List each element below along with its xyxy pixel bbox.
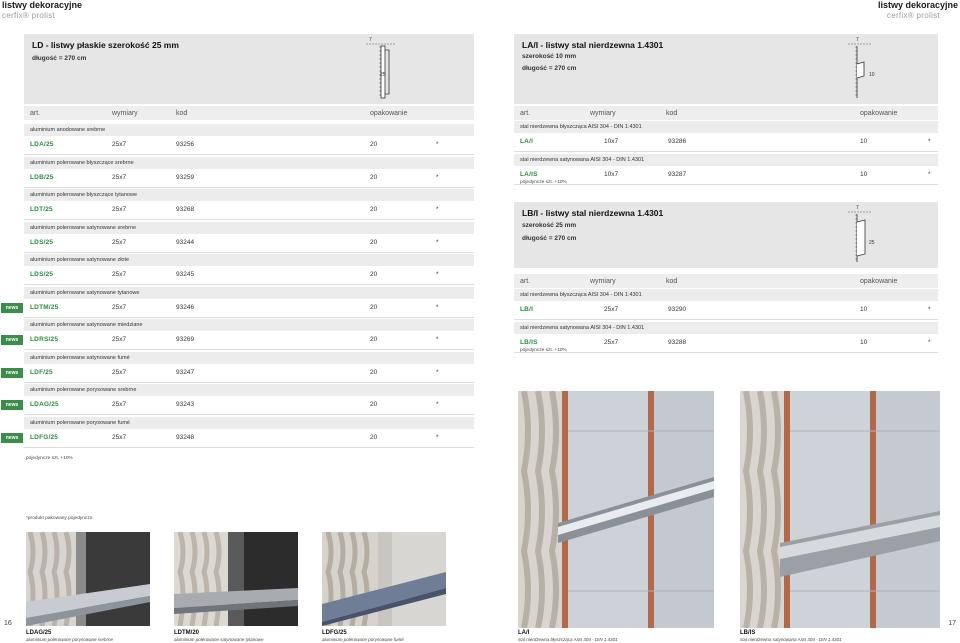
la-col-pack: opakowanie (860, 109, 898, 117)
table-row (24, 397, 474, 413)
packaging: 20 (370, 271, 378, 278)
la-header-title: LA/I - listwy stal nierdzewna 1.4301 (522, 40, 664, 50)
ld-table-header (24, 106, 474, 120)
product-code: 93290 (668, 306, 687, 313)
dimensions: 25x7 (604, 338, 619, 346)
article-code: LA/IS (520, 170, 538, 178)
row-divider (514, 184, 938, 185)
photo-ldtm-image (174, 532, 298, 626)
la-col-code: kod (666, 109, 678, 117)
lb-length: długość = 270 cm (522, 235, 577, 242)
group-label: stal nierdzewna satynowana AISI 304 - DIN 1.4301 (514, 322, 938, 334)
packaging: 10 (860, 170, 868, 178)
news-badge: news (1, 303, 23, 313)
dimensions: 25x7 (112, 271, 127, 278)
group-label: aluminium polerowane porysowane fumé (24, 417, 474, 429)
news-badge: news (1, 335, 23, 345)
product-code: 93243 (176, 401, 195, 408)
ld-dim-side: 25 (380, 72, 386, 78)
packaging: 10 (860, 138, 868, 145)
row-divider (514, 319, 938, 320)
page-number-right: 17 (948, 620, 956, 627)
ld-note: pojedyncze szt. +10% (26, 456, 73, 461)
ld-length: długość = 270 cm (32, 55, 87, 62)
table-row (24, 300, 474, 316)
article-code: LDF/25 (30, 368, 53, 376)
caption-desc-3: aluminium polerowane porysowane fumé (322, 637, 404, 642)
brand-subtitle-left: cerfix® prolist (2, 11, 56, 20)
photo-lbis-image (740, 391, 940, 628)
caption-code-3: LDFG/25 (322, 630, 347, 636)
packaging: 10 (860, 338, 868, 346)
article-code: LA/I (520, 138, 534, 145)
la-col-art: art. (520, 109, 531, 117)
table-row (514, 134, 938, 150)
news-badge: news (1, 433, 23, 443)
photo-ldfg (322, 532, 446, 626)
packaging: 20 (370, 141, 378, 148)
dimensions: 25x7 (112, 141, 127, 148)
lb-header-box (514, 202, 938, 268)
product-code: 93288 (668, 338, 687, 346)
single-pack-mark: * (436, 271, 439, 278)
product-code: 93269 (176, 336, 195, 343)
photo-lbis (740, 391, 940, 628)
product-code: 93286 (668, 138, 687, 145)
dimensions: 25x7 (112, 401, 127, 408)
dimensions: 25x7 (112, 433, 127, 441)
col-code: kod (176, 109, 188, 117)
lb-col-art: art. (520, 277, 531, 285)
single-pack-mark: * (436, 368, 439, 376)
la-note: pojedyncze szt. +10% (520, 180, 567, 185)
packaging: 20 (370, 303, 378, 311)
row-divider (24, 154, 474, 155)
table-row (24, 332, 474, 348)
packaging: 20 (370, 368, 378, 376)
table-row (24, 170, 474, 186)
lb-width: szerokość 25 mm (522, 222, 577, 229)
single-pack-mark: * (436, 303, 439, 311)
ld-footnote: *produkt pakowany pojedynczo (26, 516, 93, 521)
dimensions: 10x7 (604, 170, 619, 178)
ld-profile-diagram (362, 36, 422, 102)
table-row (24, 365, 474, 381)
group-label: aluminium polerowane satynowane fumé (24, 352, 474, 364)
la-width: szerokość 10 mm (522, 53, 577, 60)
product-code: 93256 (176, 141, 195, 148)
photo-ldtm (174, 532, 298, 626)
group-label: stal nierdzewna satynowana AISI 304 - DIN 1.4301 (514, 154, 938, 166)
row-divider (24, 252, 474, 253)
row-divider (24, 349, 474, 350)
photo-la (518, 391, 714, 628)
dimensions: 25x7 (112, 336, 127, 343)
lb-header-title: LB/I - listwy stal nierdzewna 1.4301 (522, 208, 664, 218)
dimensions: 25x7 (112, 173, 127, 181)
product-code: 93246 (176, 303, 195, 311)
table-row (514, 167, 938, 183)
table-row (24, 137, 474, 153)
group-label: aluminium polerowane błyszczące tytanowe (24, 189, 474, 201)
row-divider (514, 151, 938, 152)
group-label: aluminium polerowane satynowane tytanowe (24, 287, 474, 299)
la-profile-diagram (844, 36, 884, 102)
table-row (24, 202, 474, 218)
article-code: LB/I (520, 306, 534, 313)
group-label: aluminium polerowane satynowane złote (24, 254, 474, 266)
la-dim-top: 7 (856, 37, 859, 43)
photo-la-image (518, 391, 714, 628)
product-code: 93244 (176, 238, 195, 246)
group-label: stal nierdzewna błyszcząca AISI 304 - DIN 1.4301 (514, 289, 938, 301)
article-code: LDS/25 (30, 271, 54, 278)
article-code: LB/IS (520, 338, 538, 346)
caption-desc-1: aluminium polerowane porysowane srebrne (26, 637, 114, 642)
ld-dim-top: 7 (369, 37, 372, 43)
caption-code-2: LDTM/20 (174, 630, 200, 636)
dimensions: 25x7 (112, 303, 127, 311)
dimensions: 25x7 (112, 238, 127, 246)
group-label: aluminium polerowane satynowane srebrne (24, 222, 474, 234)
row-divider (24, 447, 474, 448)
col-art: art. (30, 109, 41, 117)
lb-table-header (514, 274, 938, 288)
table-row (514, 335, 938, 351)
lb-col-code: kod (666, 277, 678, 285)
table-row (24, 235, 474, 251)
caption-code-4: LA/I (518, 630, 530, 636)
article-code: LDB/25 (30, 173, 54, 181)
single-pack-mark: * (436, 433, 439, 441)
table-row (514, 302, 938, 318)
caption-code-1: LDAG/25 (26, 630, 52, 636)
lb-col-dims: wymiary (590, 277, 616, 285)
caption-desc-2: aluminium polerowane satynowane tytanowe (174, 637, 264, 642)
single-pack-mark: * (436, 336, 439, 343)
la-header-box (514, 34, 938, 104)
single-pack-mark: * (436, 206, 439, 213)
single-pack-mark: * (928, 138, 931, 145)
group-label: aluminium anodowane srebrne (24, 124, 474, 136)
dimensions: 25x7 (112, 206, 127, 213)
packaging: 20 (370, 238, 378, 246)
col-pack: opakowanie (370, 109, 408, 117)
dimensions: 25x7 (604, 306, 619, 313)
lb-col-pack: opakowanie (860, 277, 898, 285)
article-code: LDTM/25 (30, 303, 59, 311)
ld-header-box (24, 34, 474, 104)
brand-title-left: listwy dekoracyjne (2, 0, 83, 10)
single-pack-mark: * (436, 173, 439, 181)
news-badge: news (1, 368, 23, 378)
product-code: 93268 (176, 206, 195, 213)
brand-subtitle-right: cerfix® prolist (886, 11, 940, 20)
article-code: LDT/25 (30, 206, 53, 213)
single-pack-mark: * (928, 306, 931, 313)
caption-desc-5: stal nierdzewna satynowana AISI 304 - DIN 1.4301 (740, 637, 842, 642)
single-pack-mark: * (436, 141, 439, 148)
photo-ldag (26, 532, 150, 626)
page-number-left: 16 (4, 620, 12, 627)
news-badge: news (1, 400, 23, 410)
lb-profile-diagram (844, 204, 884, 266)
group-label: aluminium polerowane porysowane srebrne (24, 384, 474, 396)
la-dim-side: 10 (869, 72, 875, 78)
photo-ldag-image (26, 532, 150, 626)
article-code: LDAG/25 (30, 401, 59, 408)
packaging: 20 (370, 401, 378, 408)
group-label: stal nierdzewna błyszcząca AISI 304 - DIN 1.4301 (514, 121, 938, 133)
brand-title-right: listwy dekoracyjne (877, 0, 958, 10)
product-code: 93247 (176, 368, 195, 376)
caption-desc-4: stal nierdzewna błyszcząca AISI 304 - DIN 1.4301 (518, 637, 618, 642)
packaging: 10 (860, 306, 868, 313)
lb-dim-top: 7 (856, 205, 859, 211)
group-label: aluminium polerowane satynowane miedziane (24, 319, 474, 331)
caption-code-5: LB/IS (740, 630, 756, 636)
single-pack-mark: * (928, 170, 931, 178)
row-divider (24, 187, 474, 188)
table-row (24, 267, 474, 283)
group-label: aluminium polerowane błyszczące srebrne (24, 157, 474, 169)
product-code: 93245 (176, 271, 195, 278)
lb-dim-side: 25 (869, 240, 875, 246)
la-table-header (514, 106, 938, 120)
article-code: LDA/25 (30, 141, 54, 148)
la-length: długość = 270 cm (522, 65, 577, 72)
row-divider (24, 219, 474, 220)
article-code: LDS/25 (30, 238, 54, 246)
ld-header-title: LD - listwy płaskie szerokość 25 mm (32, 40, 179, 50)
row-divider (514, 352, 938, 353)
single-pack-mark: * (436, 401, 439, 408)
dimensions: 25x7 (112, 368, 127, 376)
dimensions: 10x7 (604, 138, 619, 145)
single-pack-mark: * (928, 338, 931, 346)
packaging: 20 (370, 336, 378, 343)
product-code: 93287 (668, 170, 687, 178)
col-dims: wymiary (112, 109, 138, 117)
lb-note: pojedyncze szt. +10% (520, 348, 567, 353)
article-code: LDFG/25 (30, 433, 59, 441)
packaging: 20 (370, 206, 378, 213)
product-code: 93248 (176, 433, 195, 441)
photo-ldfg-image (322, 532, 446, 626)
la-col-dims: wymiary (590, 109, 616, 117)
packaging: 20 (370, 173, 378, 181)
row-divider (24, 382, 474, 383)
table-row (24, 430, 474, 446)
single-pack-mark: * (436, 238, 439, 246)
packaging: 20 (370, 433, 378, 441)
row-divider (24, 284, 474, 285)
product-code: 93259 (176, 173, 195, 181)
row-divider (24, 414, 474, 415)
row-divider (24, 317, 474, 318)
article-code: LDRS/25 (30, 336, 59, 343)
